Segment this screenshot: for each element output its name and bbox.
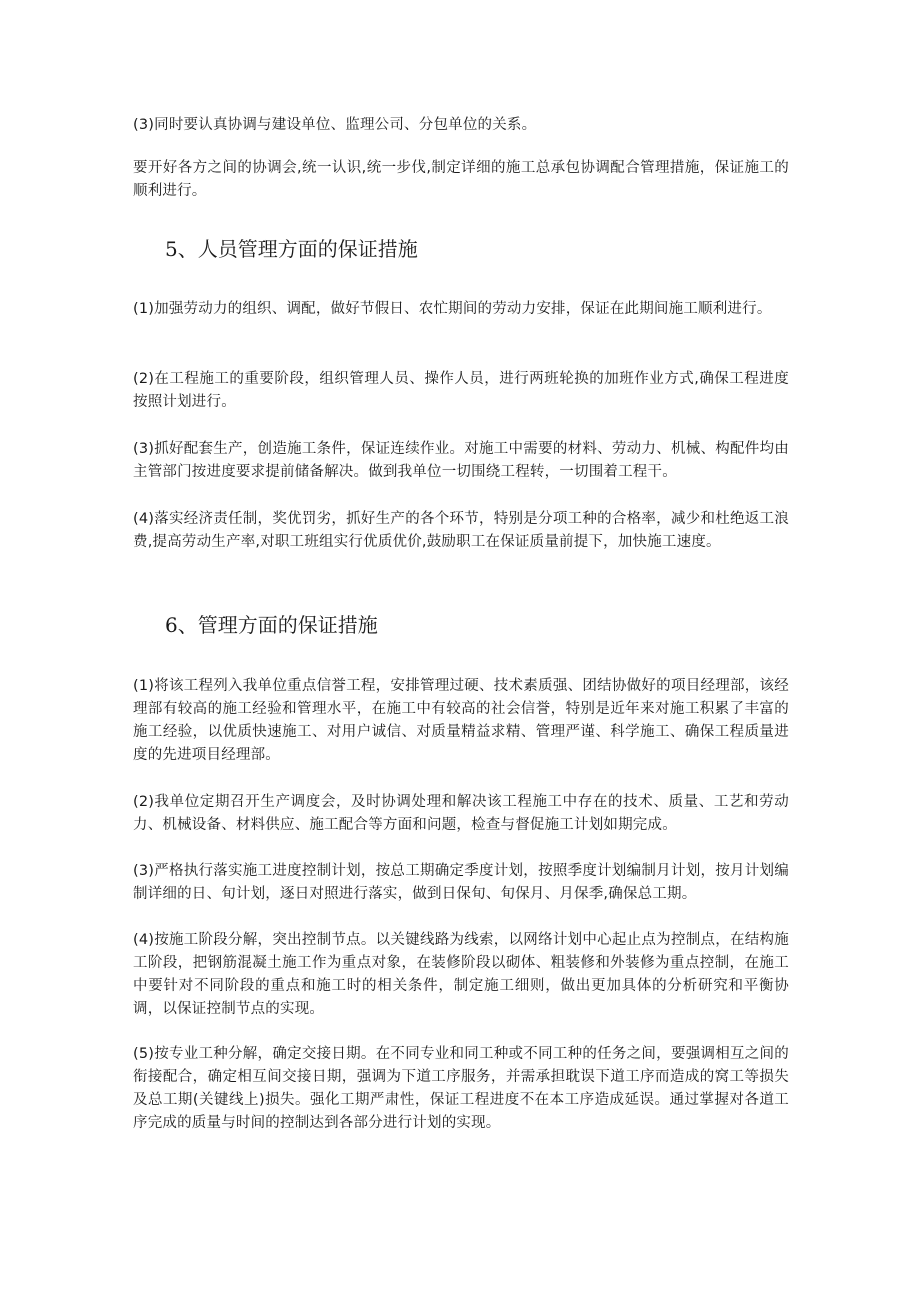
paragraph: (1)将该工程列入我单位重点信誉工程，安排管理过硬、技术素质强、团结协做好的项目经理部，该经理部有较高的施工经验和管理水平，在施工中有较高的社会信誉，特别是近年来对施工积累了丰富的施工经验，以优质快速施工、对用户诚信、对质量精益求精、管理严谨、科学施工、确保工程质量进度的先进项目经理部。 [133,678,789,763]
paragraph: (2)在工程施工的重要阶段，组织管理人员、操作人员，进行两班轮换的加班作业方式,确保工程进度按照计划进行。 [133,371,789,410]
paragraph: (1)加强劳动力的组织、调配，做好节假日、农忙期间的劳动力安排，保证在此期间施工顺利进行。 [133,301,772,317]
paragraph: (3)抓好配套生产，创造施工条件，保证连续作业。对施工中需要的材料、劳动力、机械、构配件均由主管部门按进度要求提前储备解决。做到我单位一切围绕工程转，一切围着工程干。 [133,441,789,480]
paragraph: 要开好各方之间的协调会,统一认识,统一步伐,制定详细的施工总承包协调配合管理措施，保证施工的顺利进行。 [133,160,789,199]
paragraph: (5)按专业工种分解，确定交接日期。在不同专业和同工种或不同工种的任务之间，要强调相互之间的衔接配合，确定相互间交接日期，强调为下道工序服务，并需承担耽误下道工序而造成的窝工等损失及总工期(关键线上)损失。强化工期严肃性，保证工程进度不在本工序造成延误。通过掌握对各道工序完成的质量与时间的控制达到各部分进行计划的实现。 [133,1046,789,1131]
paragraph: (4)按施工阶段分解，突出控制节点。以关键线路为线索，以网络计划中心起止点为控制点，在结构施工阶段，把钢筋混凝土施工作为重点对象，在装修阶段以砌体、粗装修和外装修为重点控制，在施工中要针对不同阶段的重点和施工时的相关条件，制定施工细则，做出更加具体的分析研究和平衡协调，以保证控制节点的实现。 [133,932,789,1017]
paragraph: (4)落实经济责任制，奖优罚劣，抓好生产的各个环节，特别是分项工种的合格率，减少和杜绝返工浪费,提高劳动生产率,对职工班组实行优质优价,鼓励职工在保证质量前提下，加快施工速度。 [133,511,789,550]
paragraph: (2)我单位定期召开生产调度会，及时协调处理和解决该工程施工中存在的技术、质量、工艺和劳动力、机械设备、材料供应、施工配合等方面和问题，检查与督促施工计划如期完成。 [133,794,789,833]
section-heading: 6、管理方面的保证措施 [165,613,378,637]
paragraph: (3)同时要认真协调与建设单位、监理公司、分包单位的关系。 [133,117,537,133]
section-heading: 5、人员管理方面的保证措施 [165,237,418,261]
paragraph: (3)严格执行落实施工进度控制计划，按总工期确定季度计划，按照季度计划编制月计划，按月计划编制详细的日、旬计划，逐日对照进行落实，做到日保旬、旬保月、月保季,确保总工期。 [133,863,789,902]
